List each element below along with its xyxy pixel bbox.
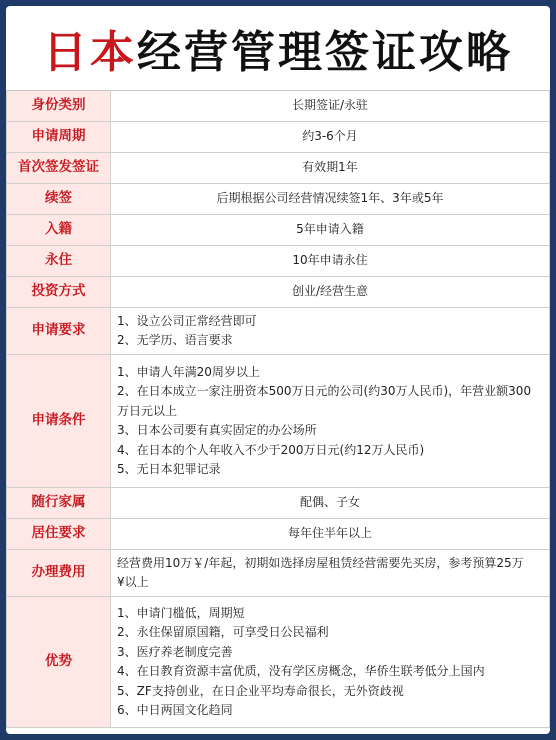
- list-item: 2、在日本成立一家注册资本500万日元的公司(约30万人民币)，年营业额300万日元以上: [117, 384, 532, 418]
- table-row-conditions: [7, 355, 550, 488]
- table-row-residence: [7, 519, 550, 550]
- row-value: [111, 550, 550, 597]
- row-value: 5年申请入籍: [111, 215, 550, 246]
- row-label: 投资方式: [7, 277, 111, 308]
- title-highlight: 日本: [43, 27, 137, 78]
- row-label: 首次签发签证: [7, 153, 111, 184]
- table-row-investment: [7, 277, 550, 308]
- table-row-renewal: [7, 184, 550, 215]
- row-value: 有效期1年: [111, 153, 550, 184]
- row-value: 约3-6个月: [111, 122, 550, 153]
- row-label: 办理费用: [7, 550, 111, 597]
- list-item: 6、中日两国文化趋同: [117, 703, 233, 717]
- list-item: 4、在日教育资源丰富优质，没有学区房概念，华侨生联考低分上国内: [117, 664, 485, 678]
- list-item: 1、申请人年满20周岁以上: [117, 364, 260, 379]
- table-row-cost: [7, 550, 550, 597]
- row-value: [111, 355, 550, 488]
- row-value: 创业/经营生意: [111, 277, 550, 308]
- row-value: 长期签证/永驻: [111, 91, 550, 122]
- row-label: 居住要求: [7, 519, 111, 550]
- list-item: 1、申请门槛低，周期短: [117, 605, 245, 620]
- row-label: 永住: [7, 246, 111, 277]
- row-value: [111, 308, 550, 355]
- row-label: 身份类别: [7, 91, 111, 122]
- table-row-identity: [7, 91, 550, 122]
- info-table: [6, 90, 550, 728]
- table-row-permanent: [7, 246, 550, 277]
- row-value: 后期根据公司经营情况续签1年、3年或5年: [111, 184, 550, 215]
- list-item: 3、日本公司要有真实固定的办公场所: [117, 423, 317, 437]
- row-value: 10年申请永住: [111, 246, 550, 277]
- row-label: 申请周期: [7, 122, 111, 153]
- table-row-period: [7, 122, 550, 153]
- list-item: 2、永住保留原国籍，可享受日公民福利: [117, 625, 329, 639]
- row-label: 续签: [7, 184, 111, 215]
- page-title: [6, 6, 550, 90]
- list-item: 5、无日本犯罪记录: [117, 462, 221, 476]
- row-label: 优势: [7, 597, 111, 728]
- row-value: 配偶、子女: [111, 488, 550, 519]
- row-label: 随行家属: [7, 488, 111, 519]
- title-main: 经营管理签证攻略: [137, 27, 513, 78]
- table-row-advantages: [7, 597, 550, 728]
- row-label: 申请要求: [7, 308, 111, 355]
- row-value: [111, 597, 550, 728]
- list-item: 经营费用10万￥/年起，初期如选择房屋租赁经营需要先买房，参考预算25万¥以上: [117, 555, 524, 589]
- list-item: 2、无学历、语言要求: [117, 333, 233, 347]
- table-row-naturalization: [7, 215, 550, 246]
- strategy-card: [6, 6, 550, 734]
- table-row-first-visa: [7, 153, 550, 184]
- row-label: 申请条件: [7, 355, 111, 488]
- table-row-family: [7, 488, 550, 519]
- row-value: 每年住半年以上: [111, 519, 550, 550]
- list-item: 4、在日本的个人年收入不少于200万日元(约12万人民币): [117, 442, 425, 457]
- list-item: 3、医疗养老制度完善: [117, 644, 233, 659]
- row-label: 入籍: [7, 215, 111, 246]
- list-item: 1、设立公司正常经营即可: [117, 313, 257, 328]
- list-item: 5、ZF支持创业，在日企业平均寿命很长，无外资歧视: [117, 683, 404, 698]
- table-row-requirements: [7, 308, 550, 355]
